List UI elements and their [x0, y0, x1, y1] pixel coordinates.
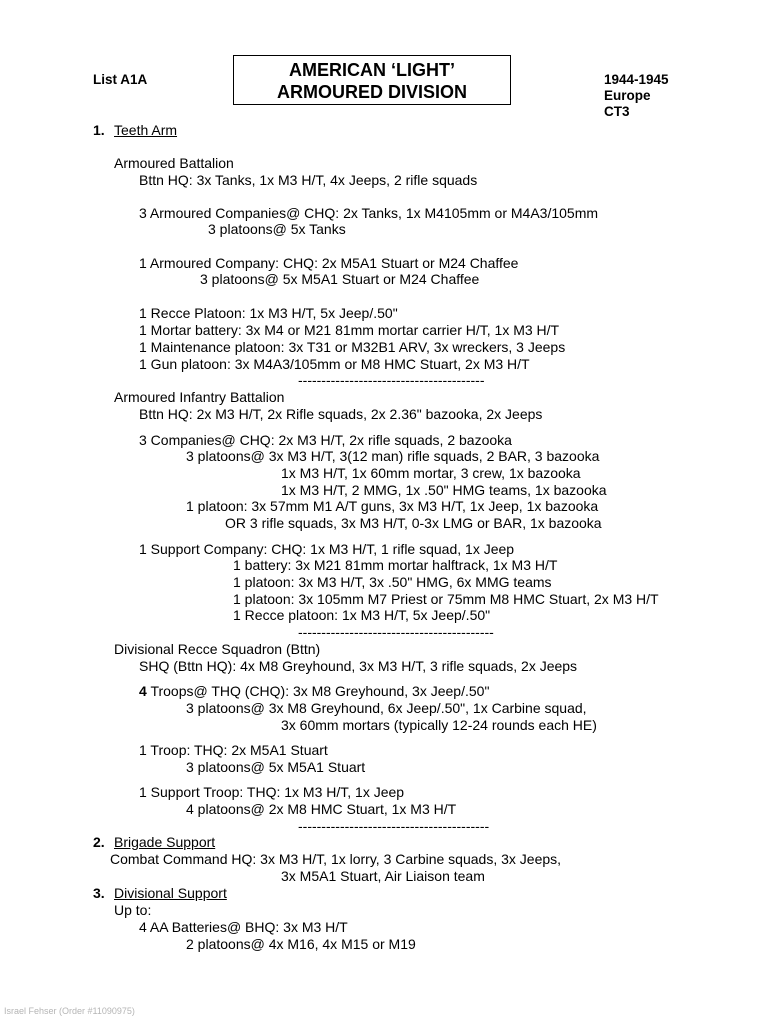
- doc-line: 1 Gun platoon: 3x M4A3/105mm or M8 HMC Stuart, 2x M3 H/T: [139, 356, 530, 372]
- section-1-number: 1.: [93, 122, 105, 138]
- years: 1944-1945: [604, 72, 669, 87]
- troop-count: 4: [139, 683, 147, 699]
- unit-heading: Armoured Battalion: [114, 155, 234, 171]
- doc-line: 4 AA Batteries@ BHQ: 3x M3 H/T: [139, 919, 348, 935]
- document-title: [233, 55, 511, 105]
- unit-heading: Divisional Recce Squadron (Bttn): [114, 641, 321, 657]
- separator-line: -----------------------------------------: [298, 818, 490, 834]
- doc-line: 1 platoon: 3x 105mm M7 Priest or 75mm M8 HMC Stuart, 2x M3 H/T: [233, 591, 659, 607]
- doc-line: 1 battery: 3x M21 81mm mortar halftrack, 1x M3 H/T: [233, 557, 558, 573]
- doc-line: 1 Support Troop: THQ: 1x M3 H/T, 1x Jeep: [139, 784, 405, 800]
- list-id: List A1A: [93, 72, 148, 87]
- doc-line: 3 platoons@ 3x M3 H/T, 3(12 man) rifle squads, 2 BAR, 3 bazooka: [186, 448, 600, 464]
- doc-line: 1 Recce platoon: 1x M3 H/T, 5x Jeep/.50": [233, 607, 491, 623]
- doc-line: 4 platoons@ 2x M8 HMC Stuart, 1x M3 H/T: [186, 801, 457, 817]
- doc-line: 1 platoon: 3x M3 H/T, 3x .50" HMG, 6x MMG teams: [233, 574, 552, 590]
- doc-line: OR 3 rifle squads, 3x M3 H/T, 0-3x LMG or BAR, 1x bazooka: [225, 515, 602, 531]
- doc-line: 2 platoons@ 4x M16, 4x M15 or M19: [186, 936, 416, 952]
- doc-line: 3x M5A1 Stuart, Air Liaison team: [281, 868, 485, 884]
- doc-line: 3 Companies@ CHQ: 2x M3 H/T, 2x rifle squads, 2 bazooka: [139, 432, 512, 448]
- doc-line: 1x M3 H/T, 2 MMG, 1x .50" HMG teams, 1x bazooka: [281, 482, 607, 498]
- separator-line: ------------------------------------------: [298, 624, 494, 640]
- doc-line: 3 Armoured Companies@ CHQ: 2x Tanks, 1x M4105mm or M4A3/105mm: [139, 205, 599, 221]
- unit-heading: Armoured Infantry Battalion: [114, 389, 285, 405]
- doc-line: 3 platoons@ 5x M5A1 Stuart or M24 Chaffee: [200, 271, 480, 287]
- title-line-2: ARMOURED DIVISION: [276, 82, 467, 102]
- troops-text: Troops@ THQ (CHQ): 3x M8 Greyhound, 3x Jeep/.50": [150, 683, 490, 699]
- doc-line: 1 Maintenance platoon: 3x T31 or M32B1 ARV, 3x wreckers, 3 Jeeps: [139, 339, 566, 355]
- section-2-title: Brigade Support: [114, 834, 216, 850]
- doc-line: 1 Mortar battery: 3x M4 or M21 81mm mortar carrier H/T, 1x M3 H/T: [139, 322, 560, 338]
- doc-line: Up to:: [114, 902, 152, 918]
- region: Europe: [604, 88, 651, 103]
- doc-line: 1 Troop: THQ: 2x M5A1 Stuart: [139, 742, 328, 758]
- section-2-number: 2.: [93, 834, 105, 850]
- doc-line: 3 platoons@ 5x M5A1 Stuart: [186, 759, 366, 775]
- separator-line: ----------------------------------------: [298, 372, 485, 388]
- doc-line: 1 Recce Platoon: 1x M3 H/T, 5x Jeep/.50": [139, 305, 398, 321]
- doc-line: 1 Support Company: CHQ: 1x M3 H/T, 1 rifle squad, 1x Jeep: [139, 541, 515, 557]
- title-line-1: AMERICAN ‘LIGHT’: [289, 60, 455, 80]
- section-1-title: Teeth Arm: [114, 122, 178, 138]
- doc-line: 1 platoon: 3x 57mm M1 A/T guns, 3x M3 H/T, 1x Jeep, 1x bazooka: [186, 498, 599, 514]
- section-3-title: Divisional Support: [114, 885, 227, 901]
- code: CT3: [604, 104, 630, 119]
- doc-line: 1x M3 H/T, 1x 60mm mortar, 3 crew, 1x bazooka: [281, 465, 581, 481]
- doc-line: 3 platoons@ 5x Tanks: [208, 221, 346, 237]
- doc-line: Bttn HQ: 3x Tanks, 1x M3 H/T, 4x Jeeps, 2 rifle squads: [139, 172, 478, 188]
- doc-line: 3x 60mm mortars (typically 12-24 rounds each HE): [281, 717, 597, 733]
- doc-line: 1 Armoured Company: CHQ: 2x M5A1 Stuart or M24 Chaffee: [139, 255, 519, 271]
- doc-line: [139, 683, 489, 699]
- watermark: Israel Fehser (Order #11090975): [4, 1006, 135, 1016]
- doc-line: Combat Command HQ: 3x M3 H/T, 1x lorry, 3 Carbine squads, 3x Jeeps,: [110, 851, 562, 867]
- doc-line: Bttn HQ: 2x M3 H/T, 2x Rifle squads, 2x 2.36" bazooka, 2x Jeeps: [139, 406, 543, 422]
- doc-line: SHQ (Bttn HQ): 4x M8 Greyhound, 3x M3 H/T, 3 rifle squads, 2x Jeeps: [139, 658, 578, 674]
- doc-line: 3 platoons@ 3x M8 Greyhound, 6x Jeep/.50", 1x Carbine squad,: [186, 700, 587, 716]
- section-3-number: 3.: [93, 885, 105, 901]
